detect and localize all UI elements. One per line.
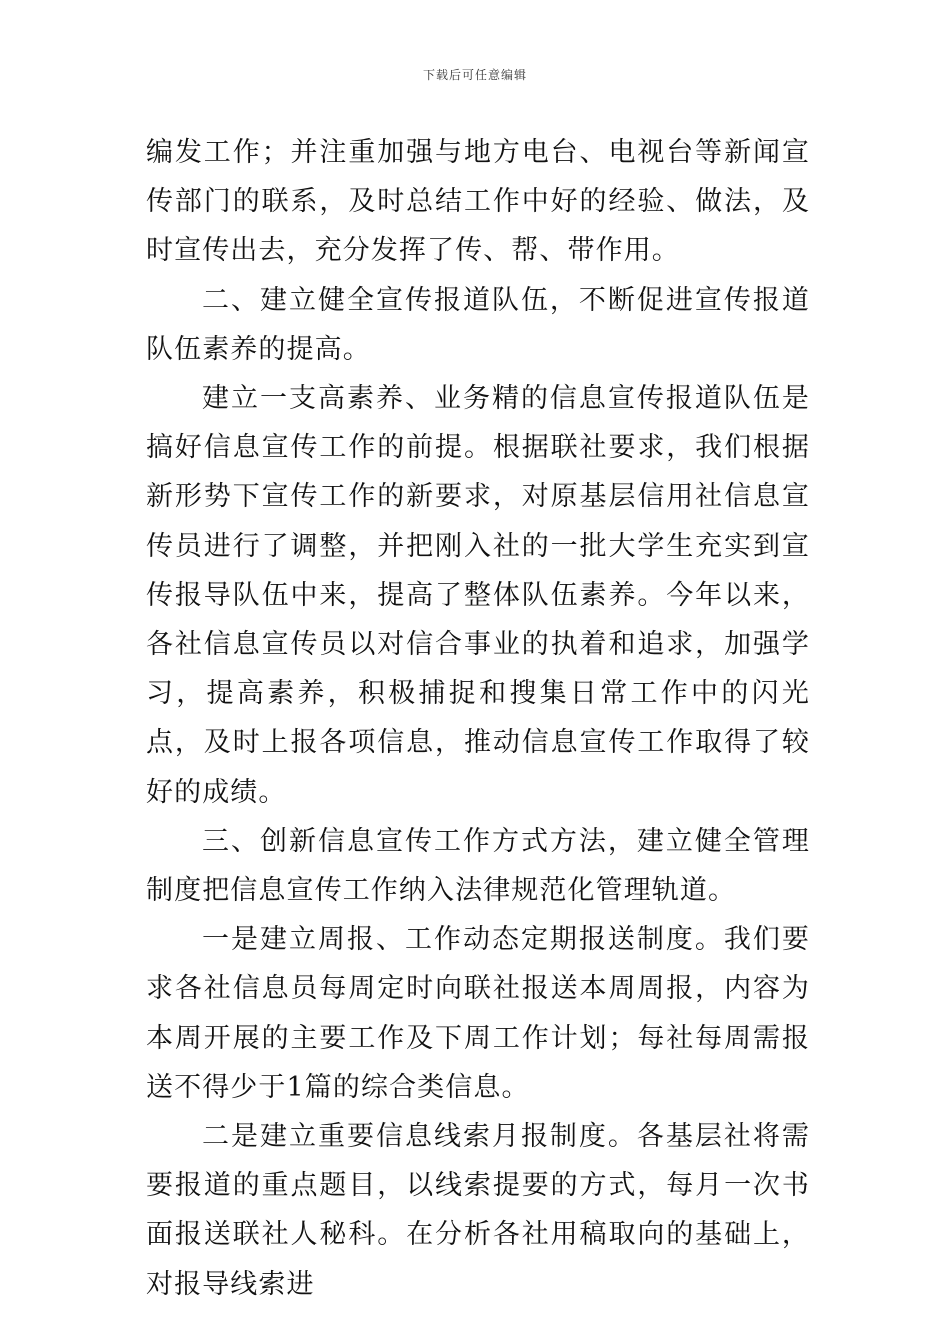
paragraph-team-building: 建立一支高素养、业务精的信息宣传报道队伍是搞好信息宣传工作的前提。根据联社要求，我们根据新形势下宣传工作的新要求，对原基层信用社信息宣传员进行了调整，并把刚入社的一批大学生充实到宣传报导队伍中来，提高了整体队伍素养。今年以来，各社信息宣传员以对信合事业的执着和追求，加强学习，提高素养，积极捕捉和搜集日常工作中的闪光点，及时上报各项信息，推动信息宣传工作取得了较好的成绩。 — [146, 383, 810, 808]
paragraph-continuation: 编发工作；并注重加强与地方电台、电视台等新闻宣传部门的联系，及时总结工作中好的经验、做法，及时宣传出去，充分发挥了传、帮、带作用。 — [146, 137, 810, 267]
paragraph-heading-2: 二、建立健全宣传报道队伍，不断促进宣传报道队伍素养的提高。 — [146, 284, 810, 365]
paragraph-heading-3: 三、创新信息宣传工作方式方法，建立健全管理制度把信息宣传工作纳入法律规范化管理轨道。 — [146, 825, 810, 907]
paragraph-monthly-report: 二是建立重要信息线索月报制度。各基层社将需要报道的重点题目，以线索提要的方式，每月一次书面报送联社人秘科。在分析各社用稿取向的基础上，对报导线索进 — [146, 1121, 810, 1300]
paragraph-weekly-report: 一是建立周报、工作动态定期报送制度。我们要求各社信息员每周定时向联社报送本周周报，内容为本周开展的主要工作及下周工作计划；每社每周需报送不得少于1篇的综合类信息。 — [146, 924, 810, 1103]
document-body — [146, 128, 810, 1309]
page-header-note: 下载后可任意编辑 — [422, 68, 527, 82]
